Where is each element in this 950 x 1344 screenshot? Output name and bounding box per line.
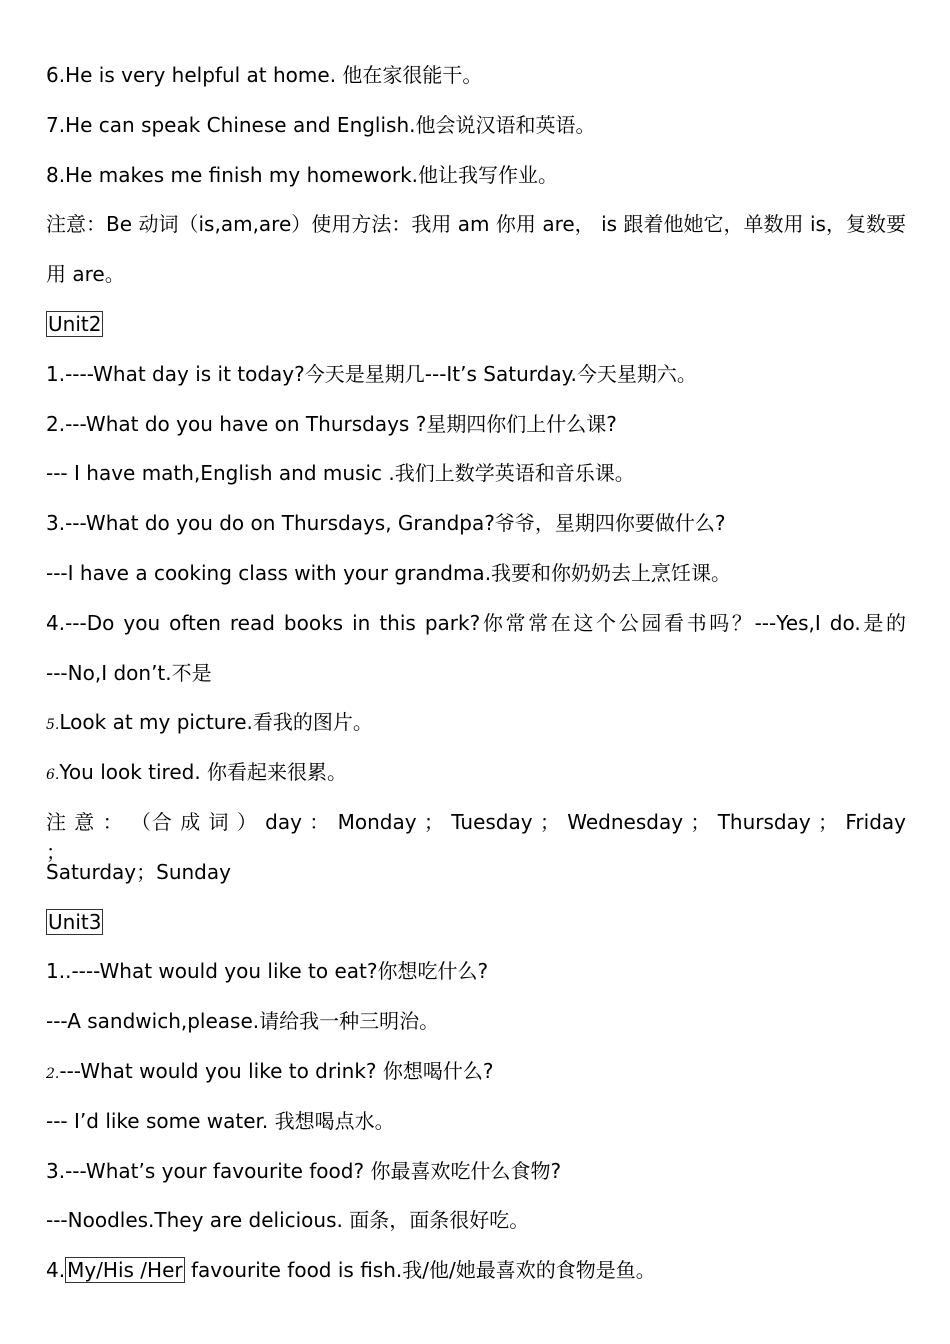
text-line [46,409,906,439]
text-line [46,60,906,90]
text-segment: 用 are。 [46,262,125,287]
text-segment: ---No,I don’t.不是 [46,660,212,685]
text-segment: ---I have a cooking class with your grandma.我要和你奶奶去上烹饪课。 [46,561,732,585]
text-segment: --- I have math,English and music .我们上数学英语和音乐课。 [46,461,635,486]
boxed-heading: My/His /Her [67,1258,183,1283]
text-line [46,558,906,588]
text-line [46,209,906,239]
text-line [46,359,906,389]
text-line [46,956,906,986]
text-segment: 6.He is very helpful at home. 他在家很能干。 [46,63,483,87]
text-segment: 2. [46,1066,60,1082]
text-segment: Saturday；Sunday [46,859,231,884]
text-segment: --- I’d like some water. 我想喝点水。 [46,1108,395,1133]
text-segment: 注意：Be 动词（is,am,are）使用方法：我用 am 你用 are， is 跟着他她它，单数用 is，复数要 [46,212,906,237]
text-segment: 4.---Do you often read books in this park?你常常在这个公园看书吗？---Yes,I do.是的 [46,610,906,635]
text-segment: You look tired. 你看起来很累。 [59,760,348,785]
text-line [46,1056,906,1086]
text-line [46,907,906,937]
text-segment: ---A sandwich,please.请给我一种三明治。 [46,1009,440,1034]
text-line [46,1255,906,1285]
text-line [46,458,906,488]
text-line [46,1106,906,1136]
boxed-heading: Unit2 [48,312,102,336]
text-segment: 8.He makes me finish my homework.他让我写作业。 [46,162,559,187]
text-segment: favourite food is fish.我/他/她最喜欢的食物是鱼。 [184,1258,656,1283]
text-line [46,757,906,787]
text-line [46,608,906,638]
text-segment: 6. [46,767,60,784]
text-line [46,160,906,190]
text-line [46,807,906,864]
text-line [46,658,906,688]
text-line [46,1156,906,1186]
text-segment: 3.---What’s your favourite food? 你最喜欢吃什么食物? [46,1158,562,1183]
text-segment: ---Noodles.They are delicious. 面条，面条很好吃。 [46,1208,530,1233]
text-segment: 2.---What do you have on Thursdays ?星期四你们上什么课? [46,411,617,436]
text-segment: ---What would you like to drink? 你想喝什么? [59,1059,494,1083]
text-line [46,707,906,737]
text-line [46,1006,906,1036]
text-line [46,1205,906,1235]
text-line [46,508,906,538]
text-segment: 4. [46,1258,66,1283]
text-segment: 5. [46,717,60,734]
text-segment: 3.---What do you do on Thursdays, Grandpa?爷爷，星期四你要做什么? [46,511,726,536]
text-segment: Look at my picture.看我的图片。 [59,710,373,735]
text-line [46,259,906,289]
boxed-heading: Unit3 [48,909,102,934]
text-segment: 注 意 ： （合 成 词 ） day ： Monday ； Tuesday ； Wednesday ； Thursday ； Friday ； [46,810,906,864]
text-segment: 7.He can speak Chinese and English.他会说汉语和英语。 [46,112,596,137]
text-line [46,857,906,887]
text-line [46,309,906,339]
text-line [46,110,906,140]
text-segment: 1.----What day is it today?今天是星期几---It’s Saturday.今天星期六。 [46,361,697,386]
text-segment: 1..----What would you like to eat?你想吃什么? [46,959,489,984]
